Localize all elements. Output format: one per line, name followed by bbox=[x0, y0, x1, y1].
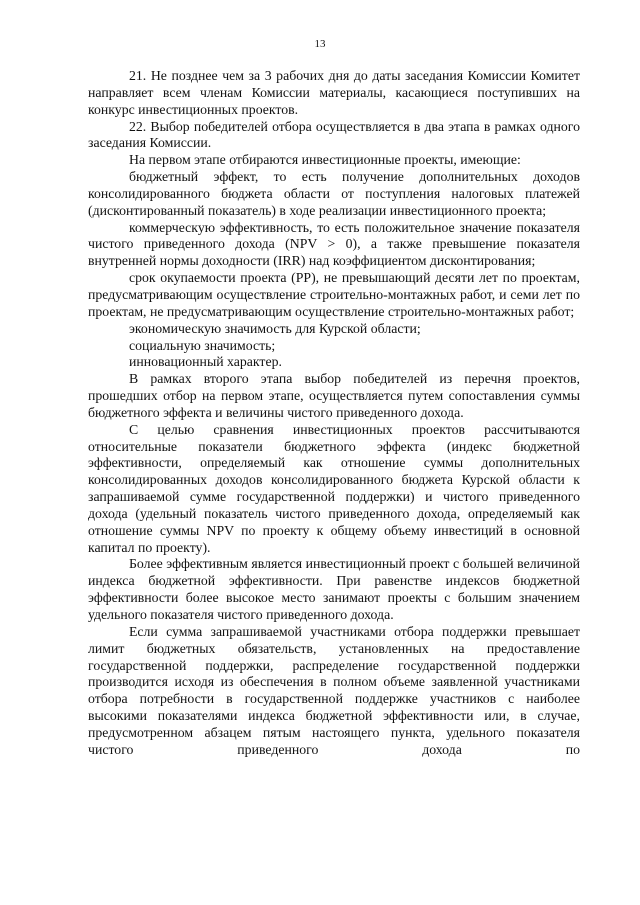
page-number: 13 bbox=[314, 38, 326, 50]
criterion-commercial-efficiency: коммерческую эффективность, то есть положительное значение показателя чистого приведенного дохода (NPV > 0), а также превышение показателя внутренней нормы доходности (IRR) над коэффициентом дисконтирования; bbox=[88, 219, 580, 269]
paragraph-relative-indicators: С целью сравнения инвестиционных проектов рассчитываются относительные показатели бюджетного эффекта (индекс бюджетной эффективности, определяемый как отношение суммы дополнительных консолидированных доходов консолидированного бюджета Курской области к запрашиваемой сумме государственной поддержки) и чистого приведенного дохода (удельный показатель чистого приведенного дохода, определяемый как отношение суммы NPV по проекту к общему объему инвестиций в основной капитал по проекту). bbox=[88, 421, 580, 555]
criterion-economic-significance: экономическую значимость для Курской области; bbox=[129, 320, 421, 336]
criterion-social-significance: социальную значимость; bbox=[129, 337, 276, 353]
criterion-payback-period: срок окупаемости проекта (PP), не превышающий десяти лет по проектам, предусматривающим осуществление строительно-монтажных работ, и семи лет по проектам, не предусматривающим осуществление строительно-монтажных работ; bbox=[88, 270, 580, 319]
criterion-innovative-nature: инновационный характер. bbox=[129, 354, 282, 370]
paragraph-efficiency-ranking: Более эффективным является инвестиционный проект с большей величиной индекса бюджетной эффективности. При равенстве индексов бюджетной эффективности более высокое место занимают проекты с большим значением удельного показателя чистого приведенного дохода. bbox=[88, 556, 580, 622]
paragraph-second-stage: В рамках второго этапа выбор победителей из перечня проектов, прошедших отбор на первом этапе, осуществляется путем сопоставления суммы бюджетного эффекта и величины чистого приведенного дохода. bbox=[88, 371, 580, 420]
paragraph-first-stage-intro: На первом этапе отбираются инвестиционные проекты, имеющие: bbox=[129, 152, 521, 168]
paragraph-item-21: 21. Не позднее чем за 3 рабочих дня до даты заседания Комиссии Комитет направляет всем членам Комиссии материалы, касающиеся поступивших на конкурс инвестиционных проектов. bbox=[88, 68, 580, 117]
paragraph-item-22: 22. Выбор победителей отбора осуществляется в два этапа в рамках одного заседания Комиссии. bbox=[88, 118, 580, 151]
document-body bbox=[88, 68, 580, 759]
paragraph-support-distribution: Если сумма запрашиваемой участниками отбора поддержки превышает лимит бюджетных обязательств, установленных на предоставление государственной поддержки, распределение государственной поддержки производится исходя из обеспечения в полном объеме заявленной участниками отбора потребности в государственной поддержке участников с наиболее высокими показателями индекса бюджетной эффективности или, в случае, предусмотренном абзацем пятым настоящего пункта, удельного показателя чистого приведенного дохода по bbox=[88, 623, 580, 757]
criterion-budget-effect: бюджетный эффект, то есть получение дополнительных доходов консолидированного бюджета области от поступления налоговых платежей (дисконтированный показатель) в ходе реализации инвестиционного проекта; bbox=[88, 169, 580, 218]
